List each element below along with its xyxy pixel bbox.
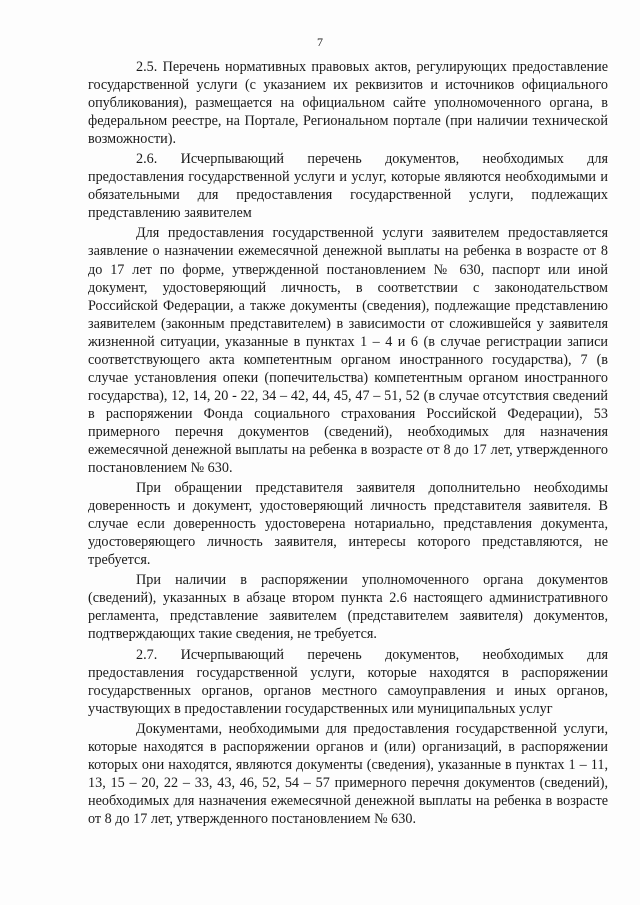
paragraph-interagency-documents: Документами, необходимыми для предоставления государственной услуги, которые находятся в распоряжении органов и (или) организаций, в распоряжении которых они находятся, являются документы (сведения), указанные в пунктах 1 – 11, 13, 15 – 20, 22 – 33, 43, 46, 52, 54 – 57 примерного перечня документов (сведений), необходимых для назначения ежемесячной денежной выплаты на ребенка в возрасте от 8 до 17 лет, утвержденного постановлением № 630. [88, 720, 608, 827]
paragraph-available-documents: При наличии в распоряжении уполномоченного органа документов (сведений), указанных в абзаце втором пункта 2.6 настоящего административного регламента, представление заявителем (представителем заявителя) документов, подтверждающих такие сведения, не требуется. [88, 572, 608, 643]
paragraph-2-7-heading: 2.7. Исчерпывающий перечень документов, необходимых для предоставления государственной услуги, которые находятся в распоряжении государственных органов, органов местного самоуправления и иных органов, участвующих в предоставлении государственных или муниципальных услуг [88, 646, 608, 717]
paragraph-2-5: 2.5. Перечень нормативных правовых актов, регулирующих предоставление государственной услуги (с указанием их реквизитов и источников официального опубликования), размещается на официальном сайте уполномоченного органа, в федеральном реестре, на Портале, Региональном портале (при наличии технической возможности). [88, 59, 608, 148]
paragraph-representative: При обращении представителя заявителя дополнительно необходимы доверенность и документ, удостоверяющий личность представителя заявителя. В случае если доверенность удостоверена нотариально, представления документа, удостоверяющего личность заявителя, интересы которого представляются, не требуется. [88, 480, 608, 569]
paragraph-2-6-heading: 2.6. Исчерпывающий перечень документов, необходимых для предоставления государственной услуги и услуг, которые являются необходимыми и обязательными для предоставления государственной услуги, подлежащих представлению заявителем [88, 151, 608, 222]
page-number: 7 [317, 35, 323, 49]
paragraph-application-requirements: Для предоставления государственной услуги заявителем предоставляется заявление о назначении ежемесячной денежной выплаты на ребенка в возрасте от 8 до 17 лет по форме, утвержденной постановлением № 630, паспорт или иной документ, удостоверяющий личность, в соответствии с законодательством Российской Федерации, а также документы (сведения), подлежащие представлению заявителем (законным представителем) в зависимости от сложившейся у заявителя жизненной ситуации, указанные в пунктах 1 – 4 и 6 (в случае регистрации записи соответствующего акта компетентным органом иностранного государства), 7 (в случае установления опеки (попечительства) компетентным органом иностранного государства), 12, 14, 20 - 22, 34 – 42, 44, 45, 47 – 51, 52 (в случае отсутствия сведений в распоряжении Фонда социального страхования Российской Федерации), 53 примерного перечня документов (сведений), необходимых для назначения ежемесячной денежной выплаты на ребенка в возрасте от 8 до 17 лет, утвержденного постановлением № 630. [88, 225, 608, 477]
document-body [88, 58, 608, 828]
